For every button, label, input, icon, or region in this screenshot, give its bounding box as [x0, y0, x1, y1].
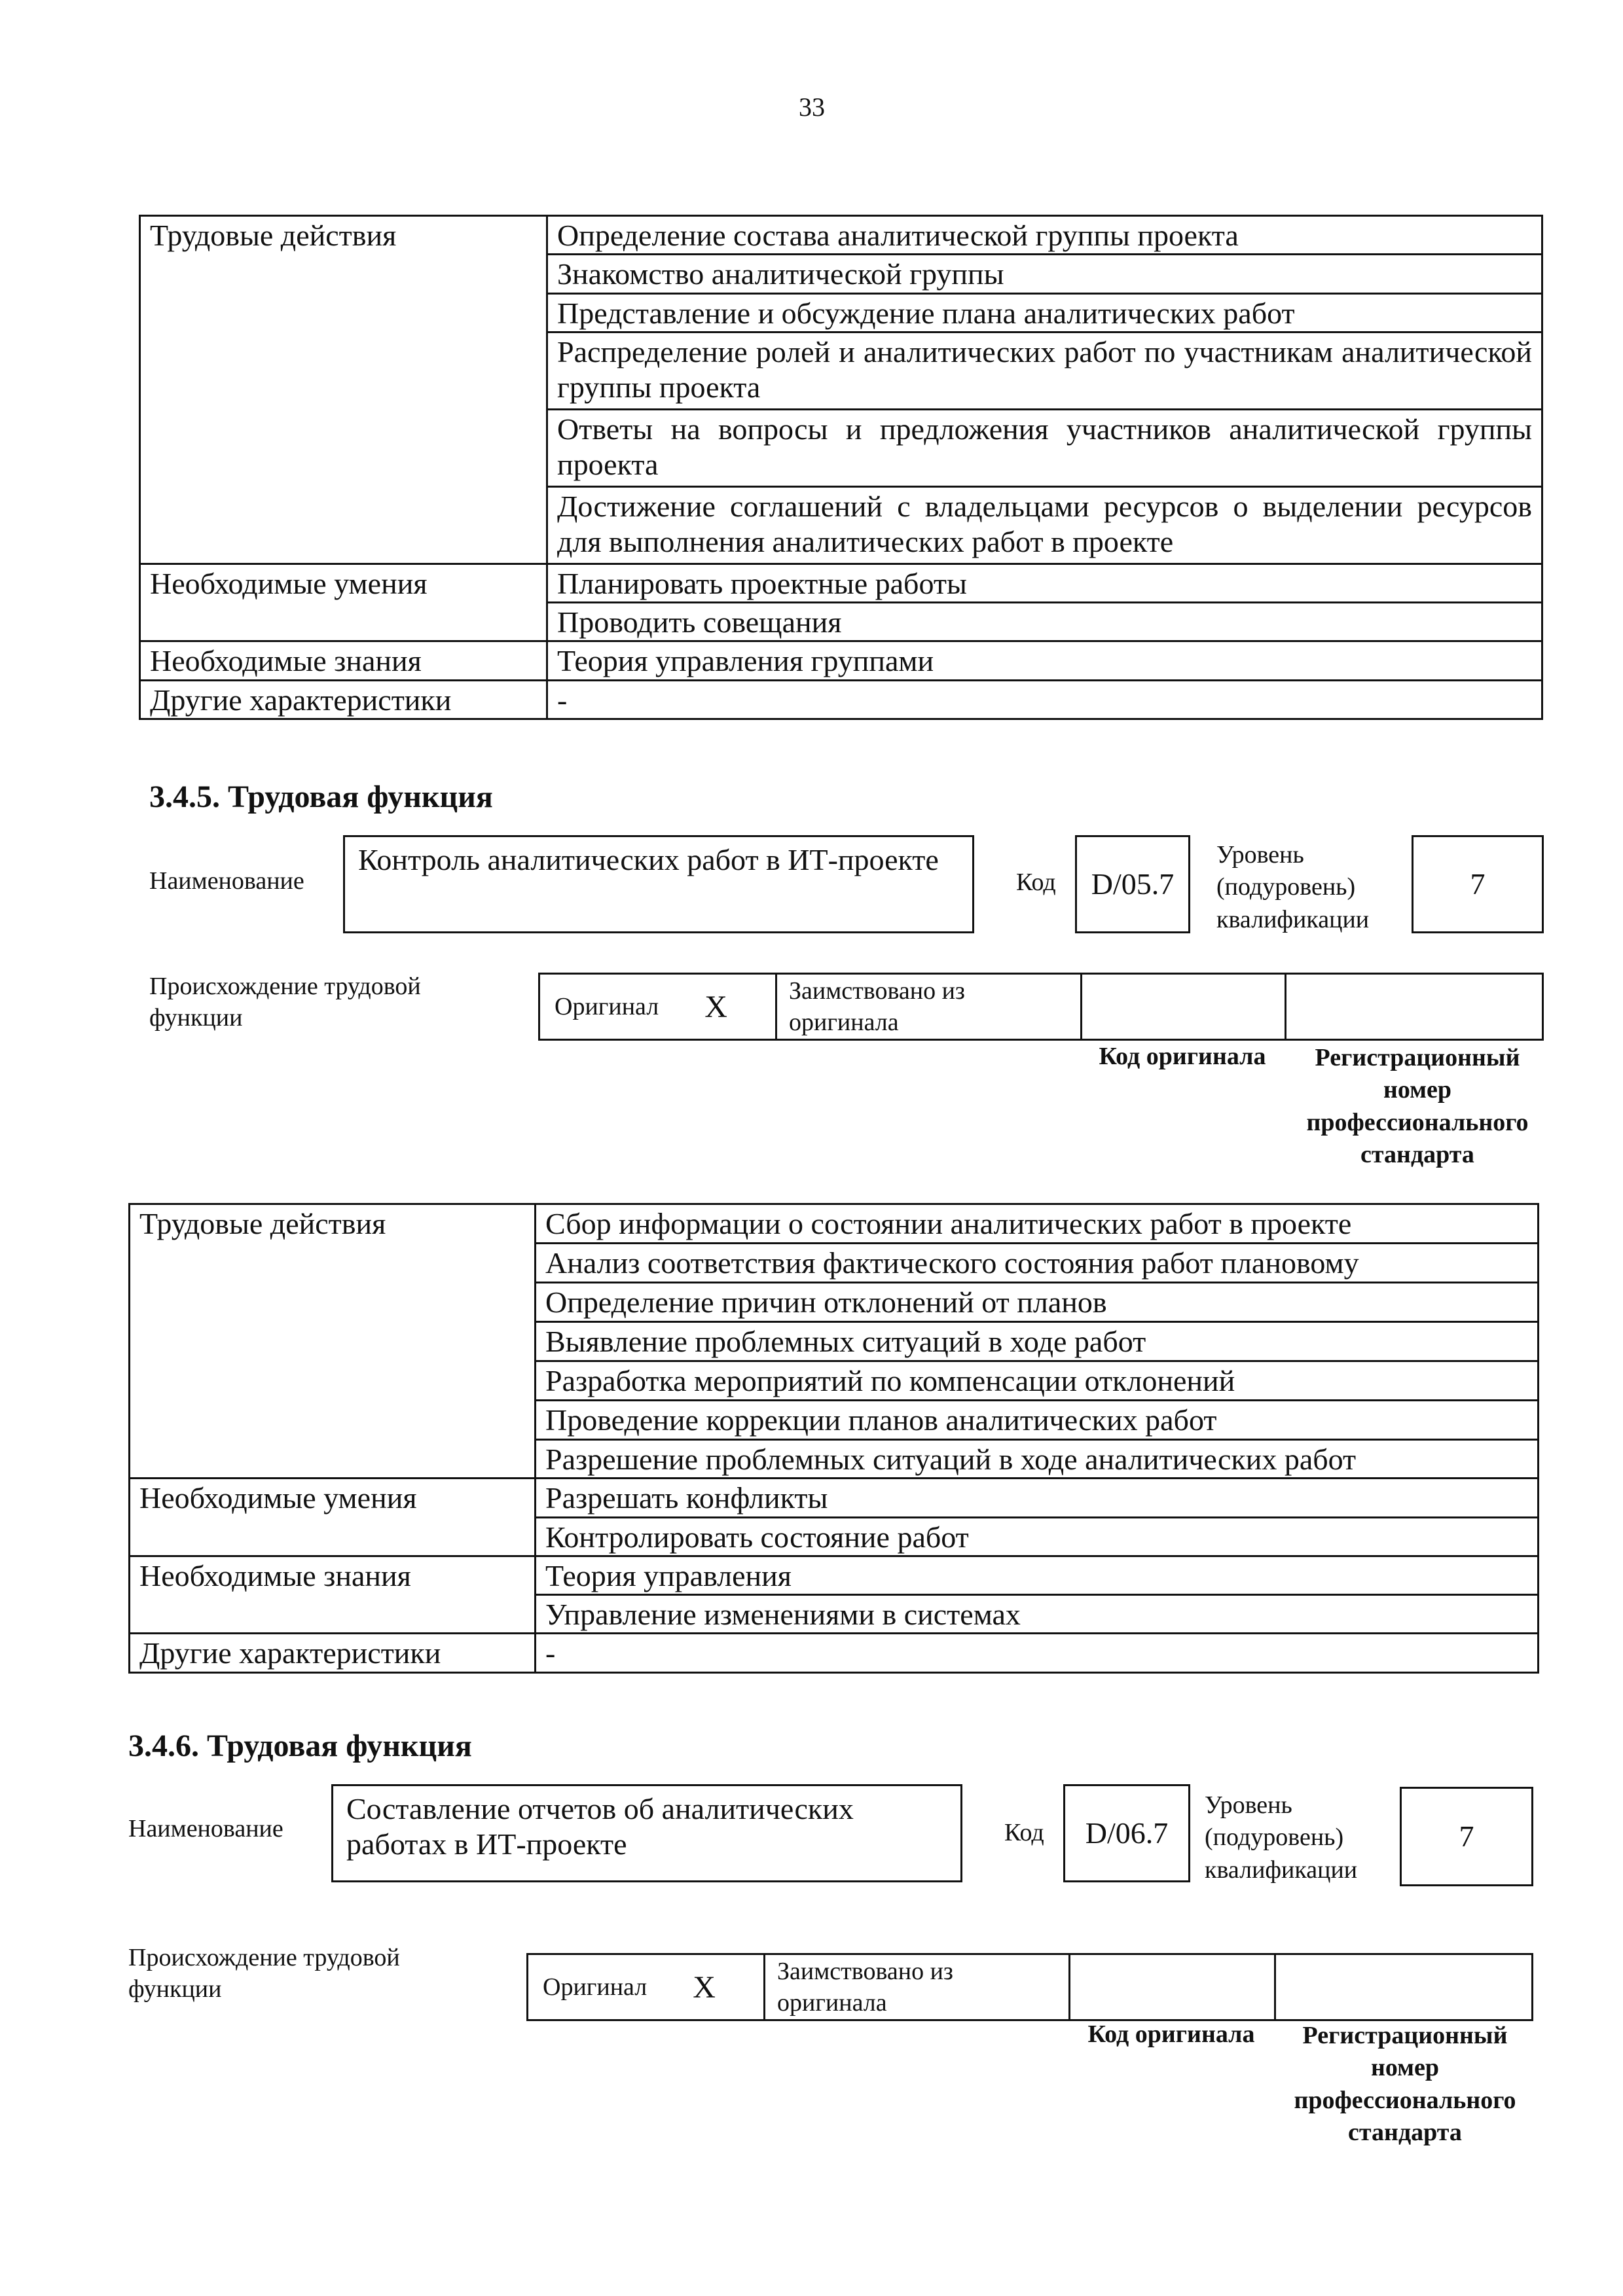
borrowed-cell [777, 975, 1082, 1039]
row-label-other: Другие характеристики [140, 680, 547, 719]
list-item: Достижение соглашений с владельцами ресурсов о выделении ресурсов для выполнения аналитических работ в проекте [547, 486, 1542, 564]
name-label: Наименование [149, 867, 304, 895]
borrowed-label: Заимствовано из оригинала [789, 977, 965, 1036]
list-item: Контролировать состояние работ [536, 1517, 1539, 1556]
original-cell [528, 1955, 765, 2019]
row-label-skills: Необходимые умения [130, 1479, 536, 1556]
list-item: Сбор информации о состоянии аналитических работ в проекте [536, 1204, 1539, 1244]
row-label-knowledge: Необходимые знания [130, 1556, 536, 1634]
original-cell [540, 975, 777, 1039]
row-label-knowledge: Необходимые знания [140, 641, 547, 680]
list-item: Проведение коррекции планов аналитических работ [536, 1401, 1539, 1440]
level-box [1400, 1787, 1533, 1886]
level-value: 7 [1459, 1820, 1474, 1853]
code-original-cell [1082, 975, 1286, 1039]
borrowed-label: Заимствовано из оригинала [777, 1958, 953, 2017]
row-label-skills: Необходимые умения [140, 564, 547, 641]
list-item: Ответы на вопросы и предложения участников аналитической группы проекта [547, 409, 1542, 486]
row-label-labor-actions: Трудовые действия [140, 216, 547, 564]
list-item: Разрешать конфликты [536, 1479, 1539, 1517]
reg-number-label: Регистрационный номер профессионального стандарта [1294, 2022, 1516, 2147]
row-label-labor-actions: Трудовые действия [130, 1204, 536, 1479]
level-value: 7 [1470, 867, 1486, 901]
list-item: - [547, 680, 1542, 719]
code-box [1075, 835, 1190, 933]
list-item: Проводить совещания [547, 603, 1542, 641]
original-label: Оригинал [543, 1973, 647, 2001]
labor-actions-table-345 [128, 1203, 1539, 1674]
list-item: Разрешение проблемных ситуаций в ходе аналитических работ [536, 1440, 1539, 1479]
list-item: Представление и обсуждение плана аналитических работ [547, 293, 1542, 332]
origin-label: Происхождение трудовой функции [149, 973, 421, 1031]
list-item: Распределение ролей и аналитических работ по участникам аналитической группы проекта [547, 332, 1542, 409]
list-item: Определение состава аналитической группы проекта [547, 216, 1542, 255]
code-original-label: Код оригинала [1099, 1043, 1266, 1070]
labor-actions-table-344 [139, 215, 1543, 720]
borrowed-cell [765, 1955, 1070, 2019]
section-heading-345: 3.4.5. Трудовая функция [149, 780, 493, 814]
code-value: D/05.7 [1091, 867, 1175, 901]
original-mark: X [704, 989, 727, 1024]
reg-number-cell [1276, 1955, 1531, 2019]
function-name-value: Контроль аналитических работ в ИТ-проекте [358, 843, 939, 876]
qualification-level-label: Уровень (подуровень) квалификации [1216, 841, 1370, 933]
code-original-label: Код оригинала [1087, 2020, 1255, 2048]
reg-number-cell [1286, 975, 1542, 1039]
original-label: Оригинал [555, 993, 659, 1020]
code-original-cell [1070, 1955, 1276, 2019]
name-label: Наименование [128, 1815, 283, 1842]
list-item: Анализ соответствия фактического состояния работ плановому [536, 1244, 1539, 1283]
list-item: Разработка мероприятий по компенсации отклонений [536, 1361, 1539, 1401]
function-name-value: Составление отчетов об аналитических работах в ИТ-проекте [346, 1792, 854, 1861]
list-item: Управление изменениями в системах [536, 1595, 1539, 1634]
list-item: Планировать проектные работы [547, 564, 1542, 602]
code-box [1063, 1784, 1190, 1882]
code-label: Код [1004, 1819, 1044, 1846]
list-item: Теория управления группами [547, 641, 1542, 680]
row-label-other: Другие характеристики [130, 1634, 536, 1672]
list-item: Определение причин отклонений от планов [536, 1283, 1539, 1322]
section-heading-346: 3.4.6. Трудовая функция [128, 1729, 472, 1763]
function-name-box [343, 835, 974, 933]
original-mark: X [693, 1969, 716, 2005]
code-value: D/06.7 [1085, 1816, 1169, 1850]
origin-table [526, 1953, 1533, 2021]
function-name-box [331, 1784, 962, 1882]
list-item: Выявление проблемных ситуаций в ходе работ [536, 1322, 1539, 1361]
code-label: Код [1016, 869, 1056, 896]
list-item: Знакомство аналитической группы [547, 255, 1542, 293]
list-item: - [536, 1634, 1539, 1672]
page-number: 33 [799, 92, 825, 122]
reg-number-label: Регистрационный номер профессионального стандарта [1306, 1044, 1529, 1169]
qualification-level-label: Уровень (подуровень) квалификации [1205, 1791, 1358, 1884]
level-box [1412, 835, 1544, 933]
origin-label: Происхождение трудовой функции [128, 1944, 400, 2003]
origin-table [538, 973, 1544, 1041]
list-item: Теория управления [536, 1556, 1539, 1594]
